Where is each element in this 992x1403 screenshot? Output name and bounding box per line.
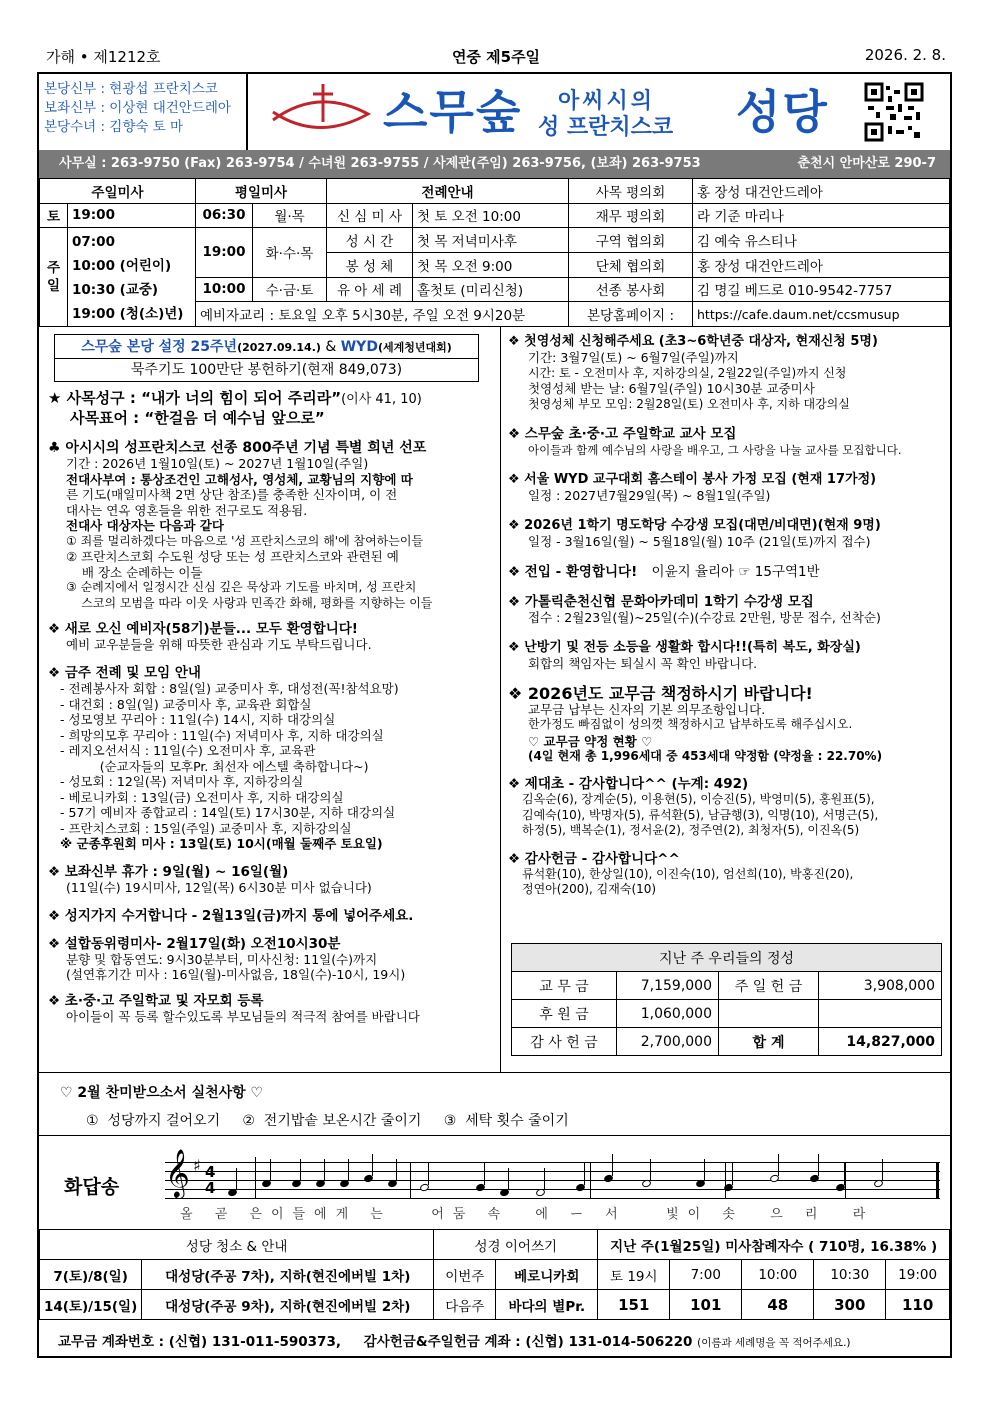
weekday-days: 월·목 <box>253 203 327 228</box>
rite-value: 첫 목 저녁미사후 <box>413 228 569 253</box>
due-line: 한가정도 빠짐없이 성의껏 책정하시고 납부하도록 해주십시오. <box>528 717 853 731</box>
council-value: 홍 장성 대건안드레아 <box>693 252 950 277</box>
welcome-title: ❖ 새로 오신 예비자(58기)분들... 모두 환영합니다! <box>48 621 358 637</box>
council-label: 단체 협의회 <box>569 252 693 277</box>
event-line: - 57기 예비자 종합교리 : 14일(토) 17시30분, 지하 대강의실 <box>60 805 396 820</box>
communion-line: 첫영성체 부모 모임: 2월28일(토) 오전미사 후, 지하 대강의실 <box>528 396 850 411</box>
mass-time: 7:00 <box>670 1260 742 1290</box>
teacher-title: ❖ 스무숲 초·중·고 주일학교 교사 모집 <box>508 426 737 442</box>
time-signature: 4 4 <box>205 1163 216 1197</box>
cleaning-assignment: 대성당(주공 7차), 지하(현진에버빌 1차) <box>142 1260 434 1290</box>
thanksgiving-donors <box>522 867 946 898</box>
event-line: - 희망의모후 꾸리아 : 11일(수) 저녁미사 후, 지하 대강의실 <box>60 727 384 743</box>
rite-header: 전례안내 <box>327 179 569 204</box>
event-line: - 성모영보 꾸리아 : 11일(수) 14시, 지하 대강의실 <box>60 712 336 727</box>
office-phones: 사무실 : 263-9750 (Fax) 263-9754 / 수녀원 263-9755 / 사제관(주임) 263-9756, (보좌) 263-9753 <box>59 156 701 171</box>
due-account: 교무금 계좌번호 : (신협) 131-011-590373, <box>58 1334 341 1350</box>
weekday-time: 06:30 <box>196 203 253 228</box>
right-column <box>508 334 946 898</box>
event-line: - 전례봉사자 회합 : 8일(일) 교중미사 후, 대성전(꼭!참석요망) <box>60 681 399 696</box>
jubilee-line: 른 기도(매일미사책 2면 상단 참조)를 충족한 신자이며, 이 전 <box>66 487 398 502</box>
sunday-times <box>68 228 196 327</box>
issue-date: 2026. 2. 8. <box>864 46 946 64</box>
rite-name: 신 심 미 사 <box>327 203 413 228</box>
vacation-title: ❖ 보좌신부 휴가 : 9일(월) ~ 16일(월) <box>48 863 289 880</box>
catechumen-class: 예비자교리 : 토요일 오후 5시30분, 주일 오전 9시20분 <box>196 302 569 327</box>
sunday-label: 주일 <box>40 228 68 327</box>
council-label: 사목 평의회 <box>569 179 693 204</box>
amp: & <box>320 339 341 355</box>
sunday-time: 10:00 (어린이) <box>72 258 172 274</box>
saturday-time: 19:00 <box>68 203 196 228</box>
page-header <box>40 46 952 70</box>
jubilee-details <box>66 456 496 611</box>
church-due-details <box>528 702 946 764</box>
wyd-homestay-title: ❖ 서울 WYD 교구대회 홈스테이 봉사 가정 모집 (현재 17가정) <box>508 472 877 487</box>
attendance-count: 300 <box>814 1290 886 1320</box>
offering-amount: 2,700,000 <box>617 1028 719 1056</box>
left-column <box>48 334 496 1025</box>
energy-line: 회합의 책임자는 퇴실시 꼭 확인 바랍니다. <box>528 656 758 671</box>
council-label: 재무 평의회 <box>569 203 693 228</box>
transfer-title: ❖ 전입 - 환영합니다! <box>508 564 638 580</box>
memorial-line: (설연휴기간 미사 : 16일(월)-미사없음, 18일(수)-10시, 19시) <box>66 967 406 982</box>
rite-name: 봉 성 체 <box>327 252 413 277</box>
attendance-count: 101 <box>670 1290 742 1320</box>
council-value: 김 예숙 유스티나 <box>693 228 950 253</box>
event-line: ※ 군종후원회 미사 : 13일(토) 10시(매월 둘째주 토요일) <box>60 836 383 851</box>
divider <box>39 1135 950 1136</box>
mass-time: 10:00 <box>742 1260 814 1290</box>
cleaning-attendance-table <box>39 1229 950 1320</box>
donor-line: 김예숙(10), 박명자(5), 류석환(5), 남금행(3), 익명(10), 서명근(5), <box>522 807 879 822</box>
church-due-title: ❖ 2026년도 교무금 책정하시기 바랍니다! <box>508 684 813 703</box>
memorial-mass-details <box>66 952 496 983</box>
donor-line: 하정(5), 백복순(1), 정서윤(2), 정주연(2), 최청자(5), 이진옥(5) <box>522 823 860 837</box>
offering-total-label: 합 계 <box>719 1028 819 1056</box>
event-line: (순교자들의 모후Pr. 최선자 에스텔 축하합니다~) <box>60 758 369 774</box>
offering-table <box>511 943 942 1056</box>
sunday-time: 10:30 (교중) <box>72 282 159 298</box>
rite-value: 첫 토 오전 10:00 <box>413 203 569 228</box>
mass-time: 10:30 <box>814 1260 886 1290</box>
offering-total: 14,827,000 <box>819 1028 942 1056</box>
sister: 본당수녀 : 김향숙 토 마 <box>44 119 184 135</box>
wyd-homestay-line: 일정 : 2027년7월29일(목) ~ 8월1일(주일) <box>528 488 771 503</box>
rite-name: 성 시 간 <box>327 228 413 253</box>
candle-donors <box>522 792 946 839</box>
candle-title: ❖ 제대초 - 감사합니다^^ (누계: 492) <box>508 776 749 792</box>
school-registration-title: ❖ 초·중·고 주일학교 및 자모회 등록 <box>48 992 264 1009</box>
attendance-header: 지난 주(1월25일) 미사참례자수 ( 710명, 16.38% ) <box>598 1230 950 1260</box>
event-line: - 대건회 : 8일(일) 교중미사 후, 교육관 회합실 <box>60 696 312 712</box>
schedule-table <box>39 178 950 327</box>
account-note: (이름과 세례명을 꼭 적어주세요.) <box>697 1337 851 1349</box>
weekday-days: 수·금·토 <box>253 277 327 302</box>
cleaning-date: 14(토)/15(일) <box>40 1290 142 1320</box>
turn-label: 이번주 <box>434 1260 496 1290</box>
offering-amount: 7,159,000 <box>617 972 719 1000</box>
jubilee-line: ① 죄를 멀리하겠다는 마음으로 '성 프란치스코의 해'에 참여하는이들 <box>66 533 424 548</box>
vacation-line: (11일(수) 19시미사, 12일(목) 6시30분 미사 없습니다) <box>66 879 372 895</box>
assistant-priest: 보좌신부 : 이상현 대건안드레아 <box>44 100 231 116</box>
anniversary-date: (2027.09.14.) <box>237 341 321 354</box>
wyd-text: WYD <box>340 339 378 355</box>
week-events-title: ❖ 금주 전례 및 모임 안내 <box>48 665 201 681</box>
cleaning-date: 7(토)/8(일) <box>40 1260 142 1290</box>
event-line: - 프란치스코회 : 15일(주일) 교중미사 후, 지하강의실 <box>60 820 352 836</box>
donor-line: 정연아(200), 김재숙(10) <box>522 882 657 896</box>
pastoral-verse <box>48 390 496 408</box>
divider <box>39 1072 950 1073</box>
communion-line: 시간: 토 - 오전미사 후, 지하강의실, 2월22일(주일)까지 신청 <box>528 365 847 380</box>
offering-label <box>719 1000 819 1028</box>
jubilee-line: 스코의 모범을 따라 이웃 사랑과 민족간 화해, 평화를 지향하는 이들 <box>66 595 433 610</box>
weekday-days: 화·수·목 <box>253 228 327 278</box>
issue-number: 가해 • 제1212호 <box>46 48 161 66</box>
welcome-line: 예비 교우분들을 위해 따뜻한 관심과 기도 부탁드립니다. <box>66 637 372 652</box>
jubilee-line: 전대사 대상자는 다음과 같다 <box>66 518 224 533</box>
pastoral-verse-text: ★ 사목성구 : “내가 너의 힘이 되어 주리라” <box>48 389 342 407</box>
rite-value: 첫 목 오전 9:00 <box>413 252 569 277</box>
bible-copy-header: 성경 이어쓰기 <box>434 1230 598 1260</box>
qr-code-icon[interactable] <box>864 82 924 142</box>
due-line: 교무금 납부는 신자의 기본 의무조항입니다. <box>528 702 766 717</box>
sharp-icon: ♯ <box>193 1156 201 1175</box>
pastoral-verse-ref: (이사 41, 10) <box>341 392 422 407</box>
offering-label: 감 사 헌 금 <box>512 1028 617 1056</box>
academy-title: ❖ 가톨릭춘천신협 문화아카데미 1학기 수강생 모집 <box>508 594 814 610</box>
laudato-si-items: ① 성당까지 걸어오기 ② 전기밥솥 보온시간 줄이기 ③ 세탁 횟수 줄이기 <box>86 1113 569 1129</box>
council-value: 김 명길 베드로 010-9542-7757 <box>693 277 950 302</box>
jubilee-line: ② 프란치스코회 수도원 성당 또는 성 프란치스코와 관련된 예 <box>66 549 399 564</box>
council-value: 홍 장성 대건안드레아 <box>693 179 950 204</box>
jubilee-line: 배 장소 순례하는 이들 <box>66 564 203 580</box>
jubilee-line: ③ 순례지에서 일정시간 신심 깊은 묵상과 기도를 바치며, 성 프란치 <box>66 580 417 594</box>
pastor: 본당신부 : 현광섭 프란치스코 <box>44 81 218 97</box>
parish-logo <box>248 76 946 148</box>
homepage-link[interactable]: https://cafe.daum.net/ccsmusup <box>693 302 950 327</box>
turn-group: 바다의 별Pr. <box>496 1290 598 1320</box>
donor-line: 류석환(10), 한상일(10), 이진숙(10), 엄선희(10), 박홍진(20), <box>522 866 854 881</box>
council-label: 선종 봉사회 <box>569 277 693 302</box>
treble-clef-icon: 𝄞 <box>165 1148 190 1197</box>
cleaning-assignment: 대성당(주공 9차), 지하(현진에버빌 2차) <box>142 1290 434 1320</box>
council-label: 구역 협의회 <box>569 228 693 253</box>
event-line: - 성모회 : 12일(목) 저녁미사 후, 지하강의실 <box>60 774 304 789</box>
communion-line: 기간: 3월7일(토) ~ 6월7일(주일)까지 <box>528 350 739 365</box>
thanksgiving-title: ❖ 감사헌금 - 감사합니다^^ <box>508 850 680 867</box>
due-status: ♡ 교무금 약정 현황 ♡ <box>528 734 653 749</box>
attendance-count: 110 <box>886 1290 950 1320</box>
office-contact-bar <box>39 150 950 178</box>
rosary-goal: 묵주기도 100만단 봉헌하기(현재 849,073) <box>130 362 403 378</box>
mass-time: 19:00 <box>886 1260 950 1290</box>
palm-title: ❖ 성지가지 수거합니다 - 2월13일(금)까지 통에 넣어주세요. <box>48 907 414 924</box>
event-line: - 베로니카회 : 13일(금) 오전미사 후, 지하 대강의실 <box>60 789 344 805</box>
offering-amount: 1,060,000 <box>617 1000 719 1028</box>
offering-label: 주 일 헌 금 <box>719 972 819 1000</box>
memorial-line: 분향 및 합동연도: 9시30분부터, 미사신청: 11일(수)까지 <box>66 951 378 967</box>
transfer-line: 이윤지 율리아 ☞ 15구역1반 <box>651 564 820 580</box>
energy-title: ❖ 난방기 및 전등 소등을 생활화 합시다!!(특히 복도, 화장실) <box>508 640 861 655</box>
anniversary-text: 스무숲 본당 설정 25주년 <box>81 339 238 355</box>
attendance-count: 151 <box>598 1290 670 1320</box>
rite-name: 유 아 세 례 <box>327 277 413 302</box>
first-communion-title: ❖ 첫영성체 신청해주세요 (초3~6학년중 대상자, 현재신청 5명) <box>508 334 878 349</box>
offering-title: 지난 주 우리들의 정성 <box>512 944 942 972</box>
turn-group: 베로니카회 <box>496 1260 598 1290</box>
first-communion-details <box>528 350 946 412</box>
jubilee-title: ♣ 아시시의 성프란치스코 선종 800주년 기념 특별 희년 선포 <box>48 440 427 456</box>
cleaning-header: 성당 청소 & 안내 <box>40 1230 434 1260</box>
logo-name-1: 스무숲 <box>383 85 523 139</box>
event-line: - 레지오선서식 : 11일(수) 오전미사 후, 교육관 <box>60 743 316 758</box>
weekday-mass-header: 평일미사 <box>196 179 327 204</box>
jubilee-line: 기간 : 2026년 1월10일(토) ~ 2027년 1월10일(주일) <box>66 456 369 471</box>
homepage-label: 본당홈페이지 : <box>569 302 693 327</box>
offering-label: 후 원 금 <box>512 1000 617 1028</box>
clergy-list <box>44 80 244 137</box>
wyd-full: (세계청년대회) <box>377 341 452 354</box>
memorial-mass-title: ❖ 설합동위령미사- 2월17일(화) 오전10시30분 <box>48 935 341 952</box>
week-events <box>60 681 496 852</box>
liturgical-title: 연중 제5주일 <box>451 48 541 66</box>
academy-line: 접수 : 2월23일(월)~25일(수)(수강료 2만원, 방문 접수, 선착순) <box>528 610 881 625</box>
account-info <box>58 1330 851 1350</box>
mass-time: 토 19시 <box>598 1260 670 1290</box>
anniversary-line <box>55 335 478 359</box>
due-detail: (4일 현재 총 1,996세대 중 453세대 약정함 (약정율 : 22.70%) <box>528 749 883 763</box>
weekday-time: 19:00 <box>196 228 253 278</box>
sunday-time: 07:00 <box>72 234 115 250</box>
offering-amount <box>819 1000 942 1028</box>
offering-account: 감사헌금&주일헌금 계좌 : (신협) 131-014-506220 <box>363 1334 693 1350</box>
office-address: 춘천시 안마산로 290-7 <box>797 156 936 171</box>
jubilee-line: 대사는 연옥 영혼들을 위한 전구로도 적용됨. <box>66 502 308 518</box>
communion-line: 첫영성체 받는 날: 6월7일(주일) 10시30분 교중미사 <box>528 381 815 396</box>
column-divider <box>500 327 501 1072</box>
pastoral-motto: 사목표어 : “한걸음 더 예수님 앞으로” <box>70 409 325 427</box>
sunday-mass-header: 주일미사 <box>40 179 196 204</box>
offering-amount: 3,908,000 <box>819 972 942 1000</box>
saturday-label: 토 <box>40 203 68 228</box>
logo-sub-2: 성 프란치스코 <box>538 115 674 140</box>
bible-school-title: ❖ 2026년 1학기 명도학당 수강생 모집(대면/비대면)(현재 9명) <box>508 518 881 533</box>
jubilee-line: 전대사부여 : 통상조건인 고해성사, 영성체, 교황님의 지향에 따 <box>66 471 413 487</box>
weekday-time: 10:00 <box>196 277 253 302</box>
bible-school-line: 일정 - 3월16일(월) ~ 5월18일(월) 10주 (21일(토)까지 접수) <box>528 534 871 549</box>
council-value: 라 기준 마리나 <box>693 203 950 228</box>
sunday-time: 19:00 (청(소)년) <box>72 306 184 322</box>
donor-line: 김옥순(6), 장계순(5), 이용현(5), 이승진(5), 박영미(5), 홍원표(5), <box>522 792 875 806</box>
psalm-lyrics: 올 곧 은이들에게 는 어둠 속 에 ー 서 빛이 솟 으 리 라 <box>180 1207 875 1222</box>
anniversary-box <box>54 334 479 382</box>
turn-label: 다음주 <box>434 1290 496 1320</box>
music-staff <box>165 1148 940 1206</box>
laudato-si-title: ♡ 2월 찬미받으소서 실천사항 ♡ <box>60 1085 264 1101</box>
attendance-count: 48 <box>742 1290 814 1320</box>
logo-name-2: 성당 <box>736 85 829 139</box>
offering-label: 교 무 금 <box>512 972 617 1000</box>
fish-cross-icon <box>268 82 378 142</box>
school-registration-line: 아이들이 꼭 등록 할수있도록 부모님들의 적극적 참여를 바랍니다 <box>66 1008 420 1024</box>
teacher-line: 아이들과 함께 예수님의 사랑을 배우고, 그 사랑을 나눌 교사를 모집합니다. <box>528 443 902 457</box>
psalm-label: 화답송 <box>64 1176 120 1198</box>
logo-sub-1: 아씨시의 <box>558 89 656 114</box>
rite-value: 홀첫토 (미리신청) <box>413 277 569 302</box>
